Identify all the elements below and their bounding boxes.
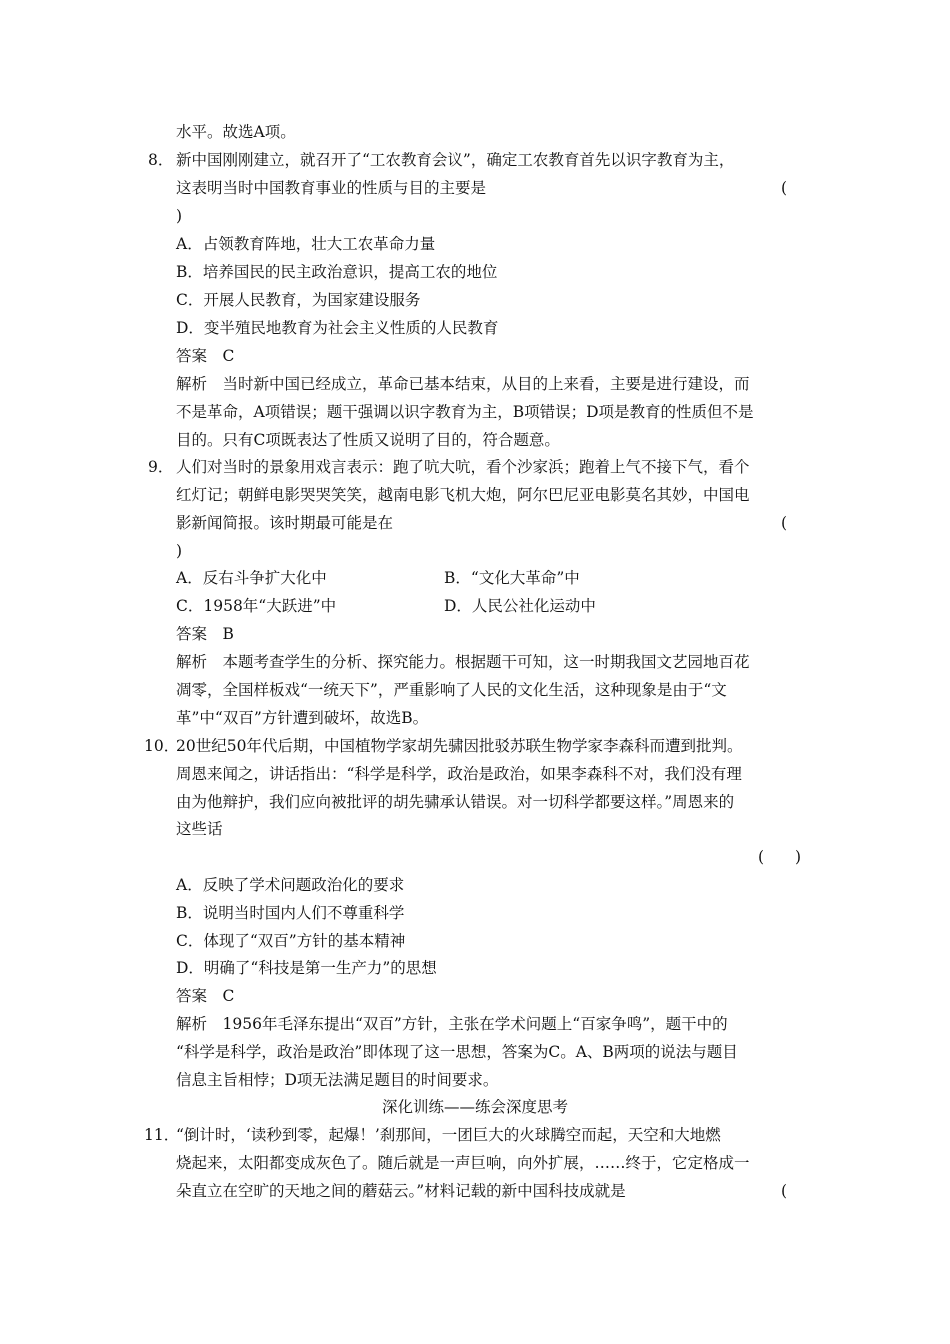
text-line: 水平。故选A项。: [176, 123, 296, 141]
explanation: 解析 1956年毛泽东提出“双百”方针，主张在学术问题上“百家争鸣”，题干中的: [176, 1015, 728, 1033]
explanation: 凋零，全国样板戏“一统天下”，严重影响了人民的文化生活，这种现象是由于“文: [176, 681, 727, 699]
answer: 答案 C: [176, 987, 235, 1005]
answer-bracket: ( ): [758, 848, 802, 866]
question-11-stem: 朵直立在空旷的天地之间的蘑菇云。”材料记载的新中国科技成就是: [176, 1182, 626, 1200]
question-10-stem: 周恩来闻之，讲话指出：“科学是科学，政治是政治，如果李森科不对，我们没有理: [176, 765, 742, 783]
question-8-stem: 新中国刚刚建立，就召开了“工农教育会议”，确定工农教育首先以识字教育为主，: [176, 151, 735, 169]
option-d: D．人民公社化运动中: [444, 597, 596, 615]
answer: 答案 B: [176, 625, 234, 643]
option-b: B．说明当时国内人们不尊重科学: [176, 904, 405, 922]
option-a: A．占领教育阵地，壮大工农革命力量: [176, 235, 436, 253]
option-c: C．开展人民教育，为国家建设服务: [176, 291, 421, 309]
option-a: A．反右斗争扩大化中: [176, 569, 327, 587]
explanation: 革”中“双百”方针遭到破坏，故选B。: [176, 709, 429, 727]
answer-bracket-open: (: [781, 514, 788, 532]
answer-bracket-close: ): [176, 542, 183, 560]
question-9-stem: 红灯记；朝鲜电影哭哭笑笑，越南电影飞机大炮，阿尔巴尼亚电影莫名其妙，中国电: [176, 486, 750, 504]
option-d: D．变半殖民地教育为社会主义性质的人民教育: [176, 319, 499, 337]
question-8-stem: 这表明当时中国教育事业的性质与目的主要是: [176, 179, 487, 197]
question-10-stem: 由为他辩护，我们应向被批评的胡先骕承认错误。对一切科学都要这样。”周恩来的: [176, 793, 735, 811]
question-number-10: 10．: [144, 737, 180, 755]
answer: 答案 C: [176, 347, 235, 365]
explanation: 解析 本题考查学生的分析、探究能力。根据题干可知，这一时期我国文艺园地百花: [176, 653, 750, 671]
question-number-8: 8．: [148, 151, 174, 169]
option-d: D．明确了“科技是第一生产力”的思想: [176, 959, 437, 977]
option-c: C．1958年“大跃进”中: [176, 597, 337, 615]
explanation: 解析 当时新中国已经成立，革命已基本结束，从目的上来看，主要是进行建设，而: [176, 375, 750, 393]
option-c: C．体现了“双百”方针的基本精神: [176, 932, 406, 950]
explanation: 目的。只有C项既表达了性质又说明了目的，符合题意。: [176, 431, 560, 449]
explanation: “科学是科学，政治是政治”即体现了这一思想，答案为C。A、B两项的说法与题目: [176, 1043, 738, 1061]
option-a: A．反映了学术问题政治化的要求: [176, 876, 405, 894]
question-10-stem: 20世纪50年代后期，中国植物学家胡先骕因批驳苏联生物学家李森科而遭到批判。: [176, 737, 743, 755]
answer-bracket-open: (: [781, 179, 788, 197]
question-9-stem: 人们对当时的景象用戏言表示：跑了吭大吭，看个沙家浜；跑着上气不接下气，看个: [176, 458, 750, 476]
option-b: B．培养国民的民主政治意识，提高工农的地位: [176, 263, 498, 281]
question-11-stem: “倒计时，‘读秒到零，起爆！’刹那间，一团巨大的火球腾空而起，天空和大地燃: [176, 1126, 721, 1144]
answer-bracket-close: ): [176, 207, 183, 225]
section-heading: 深化训练——练会深度思考: [381, 1098, 568, 1116]
explanation: 不是革命，A项错误；题干强调以识字教育为主，B项错误；D项是教育的性质但不是: [176, 403, 754, 421]
question-11-stem: 烧起来，太阳都变成灰色了。随后就是一声巨响，向外扩展，……终于，它定格成一: [176, 1154, 750, 1172]
explanation: 信息主旨相悖；D项无法满足题目的时间要求。: [176, 1071, 499, 1089]
question-number-11: 11．: [144, 1126, 180, 1144]
question-10-stem: 这些话: [176, 820, 223, 838]
answer-bracket-open: (: [781, 1182, 788, 1200]
option-b: B．“文化大革命”中: [444, 569, 580, 587]
question-9-stem: 影新闻简报。该时期最可能是在: [176, 514, 394, 532]
question-number-9: 9．: [148, 458, 174, 476]
